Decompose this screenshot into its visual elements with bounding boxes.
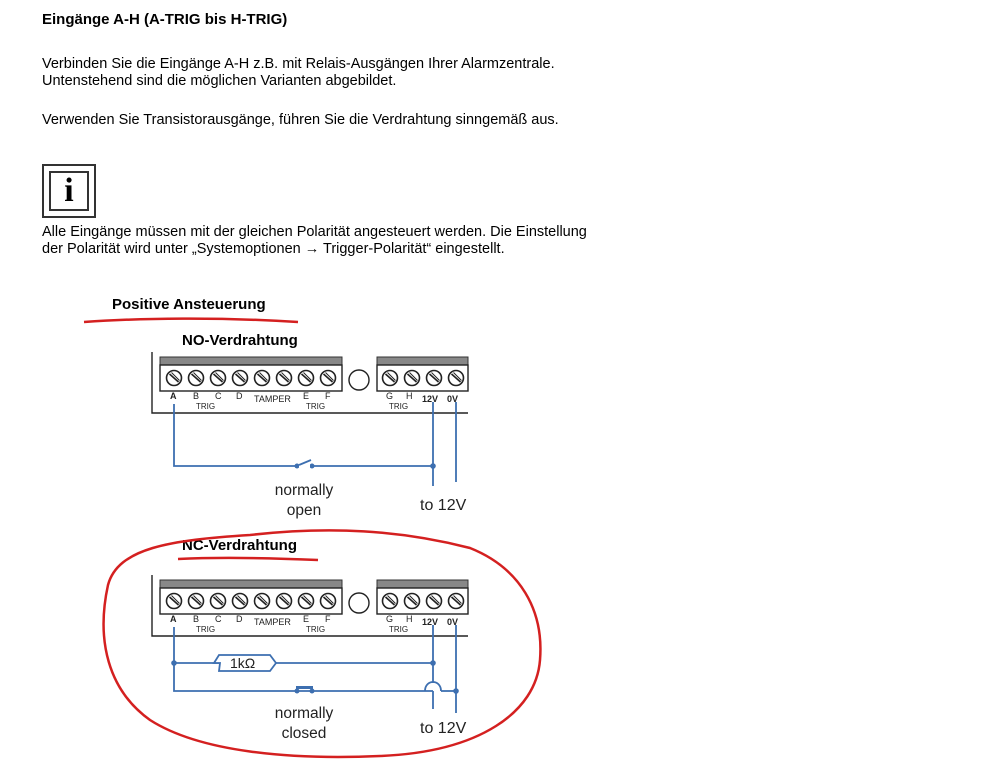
trig-label: TRIG: [389, 402, 409, 411]
led-indicator-icon: [349, 593, 369, 613]
terminal-label: D: [236, 391, 243, 401]
terminal-label: G: [386, 391, 394, 401]
positive-control-title: Positive Ansteuerung: [112, 296, 266, 313]
terminal-label: H: [406, 614, 413, 624]
switch-label: open: [286, 502, 322, 519]
terminal-label: B: [193, 391, 200, 401]
nc-diagram: [152, 575, 468, 742]
led-indicator-icon: [349, 370, 369, 390]
terminal-label: 12V: [422, 617, 439, 627]
terminal-label: TAMPER: [254, 394, 291, 404]
no-diagram: [152, 352, 468, 519]
trig-label: TRIG: [389, 625, 409, 634]
terminal-label: F: [325, 614, 331, 624]
positive-underline-annotation: [84, 319, 298, 322]
no-wiring-title: NO-Verdrahtung: [182, 332, 298, 349]
terminal-label: F: [325, 391, 331, 401]
switch-label: closed: [281, 725, 327, 742]
terminal-label: C: [215, 614, 222, 624]
polarity-note: Alle Eingänge müssen mit der gleichen Polarität angesteuert werden. Die Einstellung der Polarität wird unter „Systemoptionen → Trigger-Polarität“ eingestellt.: [42, 224, 587, 257]
terminal-label: E: [303, 391, 310, 401]
info-icon-glyph: i: [49, 171, 89, 211]
trig-label: TRIG: [196, 625, 216, 634]
terminal-label: G: [386, 614, 394, 624]
nc-wiring-title: NC-Verdrahtung: [182, 537, 298, 554]
supply-label: to 12V: [420, 497, 467, 514]
terminal-label: E: [303, 614, 310, 624]
terminal-label: B: [193, 614, 200, 624]
terminal-label: TAMPER: [254, 617, 291, 627]
supply-label: to 12V: [420, 720, 467, 737]
switch-label: normally: [274, 482, 334, 499]
nc-circle-annotation: [104, 530, 541, 757]
terminal-label: A: [170, 391, 177, 401]
trig-label: TRIG: [306, 625, 326, 634]
terminal-label: 0V: [447, 394, 459, 404]
section-heading: Eingänge A-H (A-TRIG bis H-TRIG): [42, 11, 288, 28]
terminal-label: D: [236, 614, 243, 624]
switch-label: normally: [274, 705, 334, 722]
trig-label: TRIG: [306, 402, 326, 411]
intro-paragraph: Verbinden Sie die Eingänge A-H z.B. mit Relais-Ausgängen Ihrer Alarmzentrale. Untenstehend sind die möglichen Varianten abgebildet.: [42, 56, 555, 89]
nc-title-underline-annotation: [178, 558, 318, 560]
terminal-label: C: [215, 391, 222, 401]
terminal-label: 0V: [447, 617, 459, 627]
terminal-label: A: [170, 614, 177, 624]
terminal-label: 12V: [422, 394, 439, 404]
resistor-label: 1kΩ: [230, 655, 256, 671]
trig-label: TRIG: [196, 402, 216, 411]
terminal-label: H: [406, 391, 413, 401]
transistor-paragraph: Verwenden Sie Transistorausgänge, führen Sie die Verdrahtung sinngemäß aus.: [42, 112, 559, 128]
